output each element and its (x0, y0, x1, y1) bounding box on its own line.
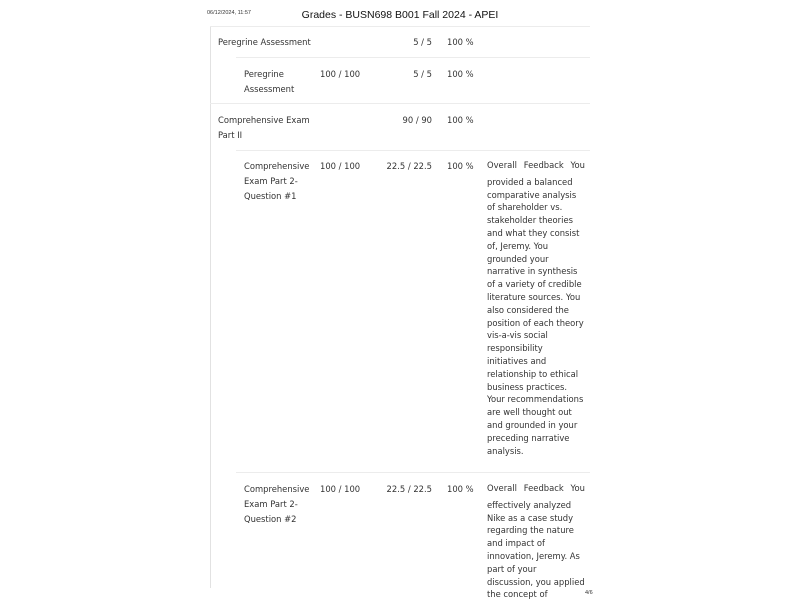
feedback-word: Overall (487, 160, 517, 170)
feedback-word: Overall (487, 483, 517, 493)
grade-item-name[interactable]: Comprehensive Exam Part 2- Question #2 (244, 484, 310, 524)
grade-item-name[interactable]: Peregrine Assessment (244, 69, 295, 94)
feedback-word: You (570, 160, 585, 170)
grade-score: 100 / 100 (320, 161, 361, 171)
grade-points: 22.5 / 22.5 (386, 161, 432, 171)
grade-percent: 100 % (447, 484, 474, 494)
feedback-text (487, 482, 585, 601)
page-number: 4/6 (585, 590, 593, 596)
grade-row-category (210, 26, 590, 58)
grade-points: 90 / 90 (402, 115, 432, 125)
print-date: 06/12/2024, 11:57 (207, 10, 251, 16)
feedback-word: Feedback (523, 483, 564, 493)
feedback-word: You (570, 483, 585, 493)
feedback-heading (487, 159, 585, 172)
grade-score: 100 / 100 (320, 69, 361, 79)
grade-percent: 100 % (447, 161, 474, 171)
grade-row-category (210, 103, 590, 151)
grade-points: 22.5 / 22.5 (386, 484, 432, 494)
grade-score: 100 / 100 (320, 484, 361, 494)
grade-row-item (236, 57, 590, 104)
grade-row-item (236, 150, 590, 473)
grade-points: 5 / 5 (413, 69, 432, 79)
feedback-body: provided a balanced comparative analysis of shareholder vs. stakeholder theories and what they consist of, Jeremy. You grounded your narrative in synthesis of a variety of credible literature sources. You also considered the position of each theory vis-a-vis social responsibility initiatives and relationship to ethical business practices. Your recommendations are well thought out and grounded in your preceding narrative analysis. (487, 176, 584, 456)
grade-item-name[interactable]: Comprehensive Exam Part 2- Question #1 (244, 161, 310, 201)
grade-percent: 100 % (447, 115, 474, 125)
feedback-body: effectively analyzed Nike as a case study regarding the nature and impact of innovation, Jeremy. As part of your discussion, you applied the concept of (487, 499, 585, 600)
grade-points: 5 / 5 (413, 37, 432, 47)
grade-item-name[interactable]: Peregrine Assessment (218, 37, 311, 47)
feedback-heading (487, 482, 585, 495)
grade-item-name[interactable]: Comprehensive Exam Part II (218, 115, 310, 140)
feedback-word: Feedback (523, 160, 564, 170)
grade-percent: 100 % (447, 69, 474, 79)
page-title: Grades - BUSN698 B001 Fall 2024 - APEI (301, 9, 499, 21)
grade-percent: 100 % (447, 37, 474, 47)
feedback-text (487, 159, 585, 457)
